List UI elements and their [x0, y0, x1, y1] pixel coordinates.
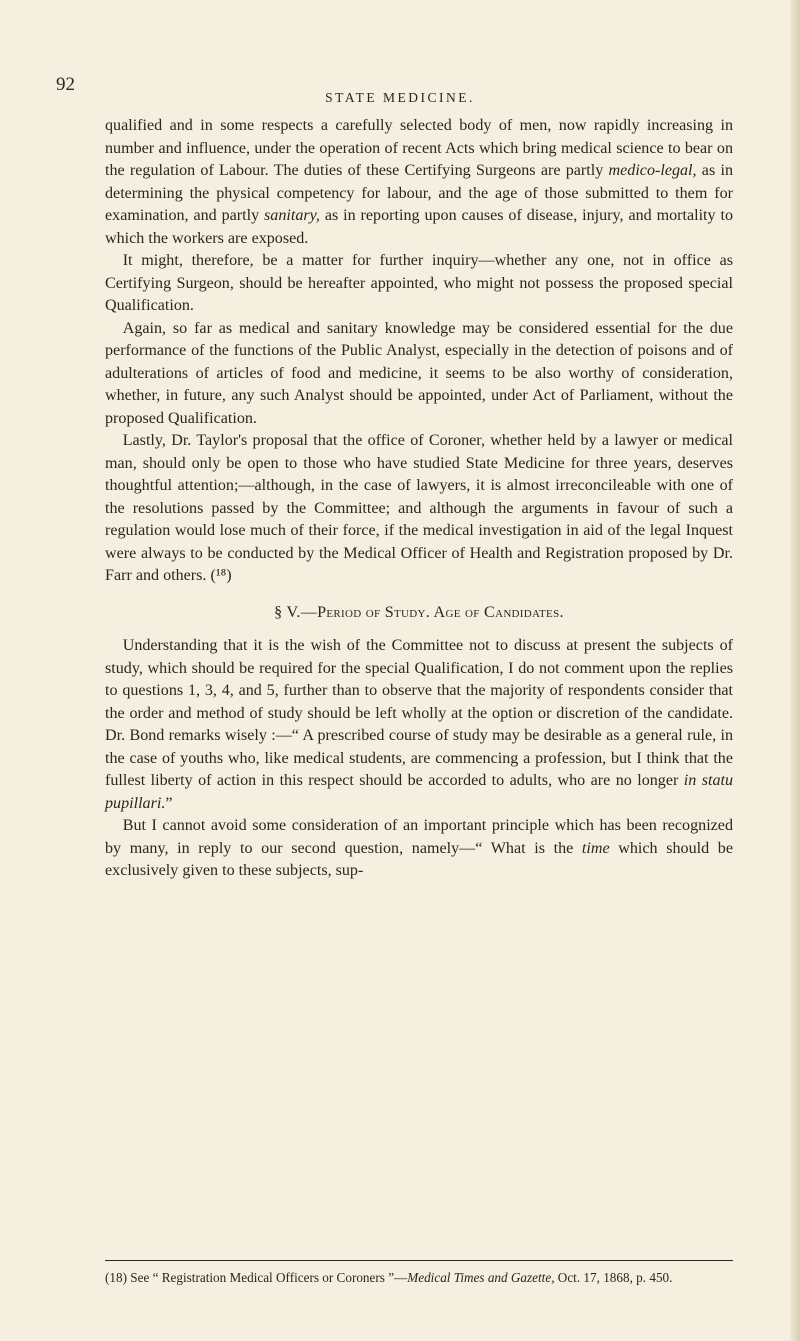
footnote	[105, 1268, 733, 1287]
running-head: STATE MEDICINE.	[325, 90, 475, 105]
page-edge-shadow	[790, 0, 800, 1341]
footnote-rule	[105, 1260, 733, 1261]
page-number: 92	[56, 74, 75, 95]
body-text	[105, 115, 733, 883]
paragraph-certifying-surgeons: qualified and in some respects a carefully selected body of men, now rapidly increasing in number and influence, under the operation of recent Acts which bring medical science to bear on the regulation of Labour. The duties of these Certifying Surgeons are partly medico-legal, as in determining the physical competency for labour, and the age of those submitted to them for examination, and partly sanitary, as in reporting upon causes of disease, injury, and mortality to which the workers are exposed.	[105, 117, 733, 247]
paragraph-coroner: Lastly, Dr. Taylor's proposal that the office of Coroner, whether held by a lawyer or medical man, should only be open to those who have studied State Medicine for three years, deserves thoughtful attention;—although, in the case of lawyers, it is almost irreconcileable with one of the resolutions passed by the Committee; and although the arguments in favour of such a regulation would lose much of their force, if the medical investigation in aid of the legal Inquest were always to be conducted by the Medical Officer of Health and Registration proposed by Dr. Farr and others. (¹⁸)	[105, 432, 733, 584]
paragraph-public-analyst: Again, so far as medical and sanitary knowledge may be considered essential for the due performance of the functions of the Public Analyst, especially in the detection of poisons and of adulterations of articles of food and medicine, it seems to be also worthy of consideration, whether, in future, any such Analyst should be appointed, under Act of Parliament, without the proposed Qualification.	[105, 319, 733, 427]
paragraph-further-inquiry: It might, therefore, be a matter for further inquiry—whether any one, not in office as Certifying Surgeon, should be hereafter appointed, who might not possess the proposed special Qualification.	[105, 252, 733, 314]
paragraph-period-of-study: Understanding that it is the wish of the Committee not to discuss at present the subjects of study, which should be required for the special Qualification, I do not comment upon the replies to questions 1, 3, 4, and 5, further than to observe that the majority of respondents consider that the order and method of study should be left wholly at the option or discretion of the candidate. Dr. Bond remarks wisely :—“ A prescribed course of study may be desirable as a general rule, in the case of youths who, like medical students, are commencing a profession, but I think that the fullest liberty of action in this respect should be accorded to adults, who are no longer in statu pupillari.”	[105, 637, 734, 812]
paragraph-time-principle: But I cannot avoid some consideration of an important principle which has been recognized by many, in reply to our second question, namely—“ What is the time which should be exclusively given to these subjects, sup-	[105, 817, 733, 879]
section-heading: § V.—Period of Study. Age of Candidates.	[274, 603, 564, 621]
footnote-18: (18) See “ Registration Medical Officers or Coroners ”—Medical Times and Gazette, Oct. 17, 1868, p. 450.	[105, 1270, 673, 1285]
